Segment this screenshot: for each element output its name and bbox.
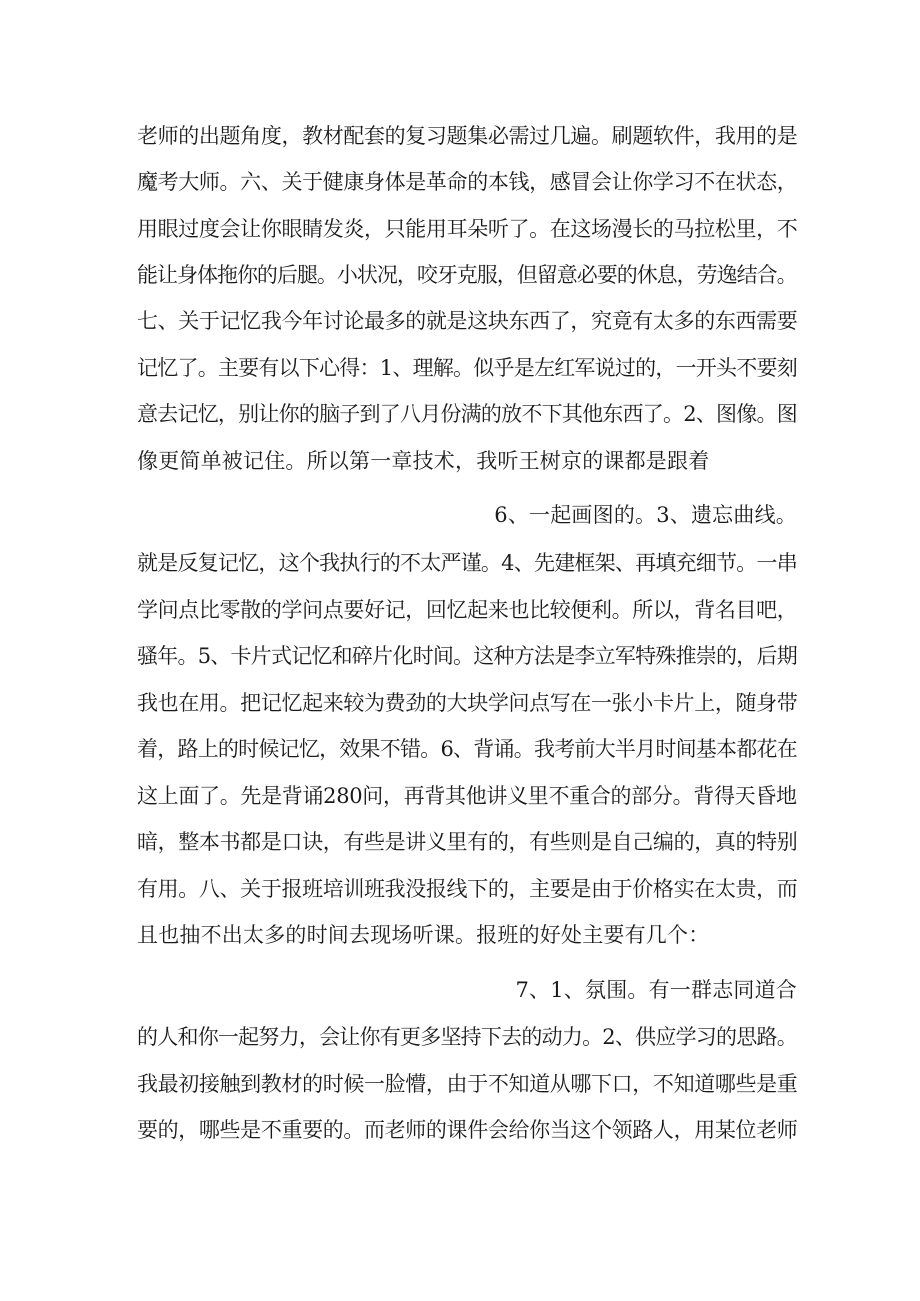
- text-line: 老师的出题角度，教材配套的复习题集必需过几遍。刷题软件，我用的是: [137, 124, 797, 148]
- text-line: 我最初接触到教材的时候一脸懵，由于不知道从哪下口，不知道哪些是重: [137, 1072, 797, 1096]
- text-line: 骚年。5、卡片式记忆和碎片化时间。这种方法是李立军特殊推崇的，后期: [137, 644, 797, 668]
- text-line: 且也抽不出太多的时间去现场听课。报班的好处主要有几个：: [137, 923, 710, 947]
- text-line: 魔考大师。六、关于健康身体是革命的本钱，感冒会让你学习不在状态，: [137, 170, 797, 194]
- text-line: 的人和你一起努力，会让你有更多坚持下去的动力。2、供应学习的思路。: [137, 1025, 797, 1049]
- text-line: 七、关于记忆我今年讨论最多的就是这块东西了，究竟有太多的东西需要: [137, 309, 797, 333]
- text-line: 暗，整本书都是口诀，有些是讲义里有的，有些则是自己编的，真的特别: [137, 830, 797, 854]
- text-line: 6、一起画图的。3、遗忘曲线。: [494, 503, 797, 527]
- text-line: 意去记忆，别让你的脑子到了八月份满的放不下其他东西了。2、图像。图: [137, 402, 797, 426]
- text-line: 7、1、氛围。有一群志同道合: [515, 978, 797, 1002]
- text-line: 学问点比零散的学问点要好记，回忆起来也比较便利。所以，背名目吧，: [137, 598, 797, 622]
- text-line: 我也在用。把记忆起来较为费劲的大块学问点写在一张小卡片上，随身带: [137, 691, 797, 715]
- text-line: 像更简单被记住。所以第一章技术，我听王树京的课都是跟着: [137, 449, 710, 473]
- text-line: 就是反复记忆，这个我执行的不太严谨。4、先建框架、再填充细节。一串: [137, 551, 797, 575]
- text-line: 有用。八、关于报班培训班我没报线下的，主要是由于价格实在太贵，而: [137, 877, 797, 901]
- text-line: 能让身体拖你的后腿。小状况，咬牙克服，但留意必要的休息，劳逸结合。: [137, 263, 797, 287]
- text-line: 着，路上的时候记忆，效果不错。6、背诵。我考前大半月时间基本都花在: [137, 737, 797, 761]
- text-line: 用眼过度会让你眼睛发炎，只能用耳朵听了。在这场漫长的马拉松里，不: [137, 217, 797, 241]
- text-line: 记忆了。主要有以下心得：1、理解。似乎是左红军说过的，一开头不要刻: [137, 356, 797, 380]
- text-line: 要的，哪些是不重要的。而老师的课件会给你当这个领路人，用某位老师: [137, 1118, 797, 1142]
- text-line: 这上面了。先是背诵280问，再背其他讲义里不重合的部分。背得天昏地: [137, 784, 797, 808]
